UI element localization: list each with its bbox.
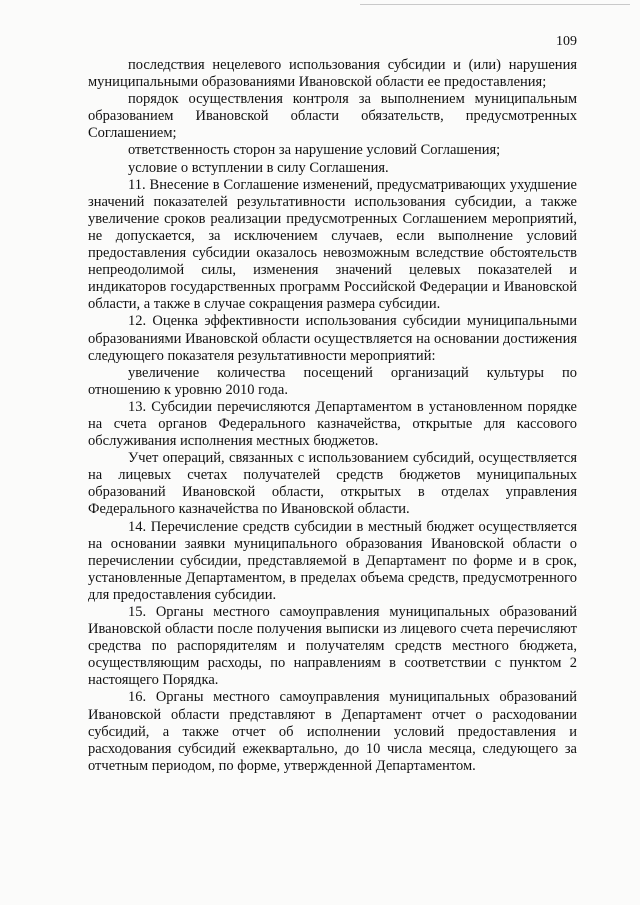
paragraph: условие о вступлении в силу Соглашения. — [128, 159, 389, 176]
paragraph: 13. Субсидии перечисляются Департаментом в установленном порядке на счета органов Федерального казначейства, открытые для кассового обслуживания исполнения местных бюджетов. — [88, 398, 577, 450]
paragraph: увеличение количества посещений организаций культуры по отношению к уровню 2010 года. — [88, 364, 577, 398]
paragraph: 15. Органы местного самоуправления муниципальных образований Ивановской области после получения выписки из лицевого счета перечисляют средства по распорядителям и получателям средств местного бюджета, осуществляющим расходы, по направлениям в соответствии с пунктом 2 настоящего Порядка. — [88, 604, 577, 689]
paragraph: 12. Оценка эффективности использования субсидии муниципальными образованиями Ивановской области осуществляется на основании достижения следующего показателя результативности мероприятий: — [88, 313, 577, 364]
paragraph: 11. Внесение в Соглашение изменений, предусматривающих ухудшение значений показателей результативности использования субсидии, а также увеличение сроков реализации предусмотренных Соглашением мероприятий, не допускается, за исключением случаев, если выполнение условий предоставления субсидии оказалось невозможным вследствие обстоятельств непреодолимой силы, изменения значений целевых показателей и индикаторов государственных программ Российской Федерации и Ивановской области, а также в случае сокращения размера субсидии. — [88, 176, 577, 313]
paragraph: ответственность сторон за нарушение условий Соглашения; — [128, 142, 501, 159]
paragraph: Учет операций, связанных с использованием субсидий, осуществляется на лицевых счетах получателей средств бюджетов муниципальных образований Ивановской области, открытых в отделах управления Федерального казначейства по Ивановской области. — [88, 450, 577, 518]
paragraph: 14. Перечисление средств субсидии в местный бюджет осуществляется на основании заявки муниципального образования Ивановской области о перечислении субсидии, представляемой в Департамент по форме и в срок, установленные Департаментом, в пределах объема средств, предусмотренного для предоставления субсидии. — [88, 518, 577, 603]
paragraph: порядок осуществления контроля за выполнением муниципальным образованием Ивановской области обязательств, предусмотренных Соглашением; — [88, 91, 577, 142]
scan-edge-line — [360, 4, 630, 5]
page-number: 109 — [556, 34, 577, 49]
paragraph: последствия нецелевого использования субсидии и (или) нарушения муниципальными образованиями Ивановской области ее предоставления; — [88, 57, 577, 91]
document-body — [88, 57, 577, 775]
paragraph: 16. Органы местного самоуправления муниципальных образований Ивановской области представляют в Департамент отчет о расходовании субсидий, а также отчет об исполнении условий предоставления и расходования субсидий ежеквартально, до 10 числа месяца, следующего за отчетным периодом, по форме, утвержденной Департаментом. — [88, 689, 577, 774]
